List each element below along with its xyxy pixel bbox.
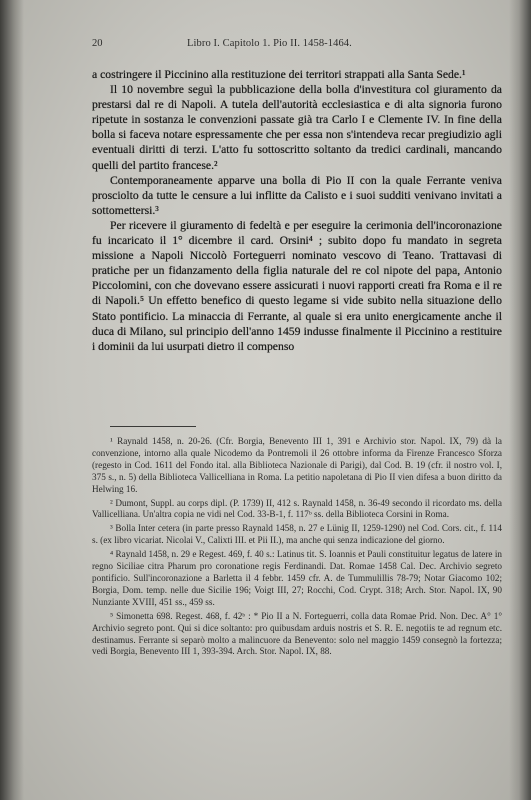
paragraph: a costringere il Piccinino alla restituzione dei territori strappati alla Santa Sede.¹: [92, 68, 466, 81]
paragraph: Contemporaneamente apparve una bolla di Pio II con la quale Ferrante veniva prosciolto da tutte le censure a lui inflitte da Calisto e i suoi sudditi venivano invitati a sottomettersi.³: [92, 173, 502, 217]
footnotes: [92, 436, 502, 660]
footnote: ³ Bolla Inter cetera (in parte presso Raynald 1458, n. 27 e Lünig II, 1259-1290) nel Cod. Cors. cit., f. 114 s. (ex libro vicariat. Nicolai V., Calixti III. et Pii II.), ma anche qui senza indicazione del giorno.: [92, 523, 502, 546]
footnote-separator: [110, 426, 196, 427]
footnote: ² Dumont, Suppl. au corps dipl. (P. 1739) II, 412 s. Raynald 1458, n. 36-49 secondo il ricordato ms. della Vallicelliana. Un'altra copia ne vidi nel Cod. 33-B-1, f. 117ᵇ ss. della Biblioteca Corsini in Roma.: [92, 497, 502, 520]
paragraph: Per ricevere il giuramento di fedeltà e per eseguire la cerimonia dell'incoronazione fu incaricato il 1° dicembre il card. Orsini⁴ ; subito dopo fu mandato in segreta missione a Napoli Niccolò Forteguerri nominato vescovo di Teano. Trattavasi di pratiche per un fidanzamento della figlia naturale del re col nipote del papa, Antonio Piccolomini, con che dovevano essere assicurati i nuovi rapporti creati fra Roma e il re di Napoli.⁵ Un effetto benefico di questo legame si vide subito nella situazione dello Stato pontificio. La minaccia di Ferrante, al quale si era unito energicamente anche il duca di Milano, sul principio dell'anno 1459 indusse finalmente il Piccinino a restituire i dominii da lui usurpati dietro il compenso: [92, 218, 502, 353]
running-title: Libro I. Capitolo 1. Pio II. 1458-1464.: [187, 38, 352, 49]
footnote: ¹ Raynald 1458, n. 20-26. (Cfr. Borgia, Benevento III 1, 391 e Archivio stor. Napol. IX, 79) dà la convenzione, intorno alla quale Nicodemo da Pontremoli il 26 ottobre informa da Firenze Francesco Sforza (regesto in Cod. 1611 del Fondo ital. alla Biblioteca Nazionale di Parigi), dal Cod. B. 19 (cfr. il nostro vol. I, 375 s., n. 5) della Biblioteca Vallicelliana in Roma. La petitio napoletana di Pio II vien difesa a buon diritto da Helwing 16.: [92, 436, 502, 494]
main-text: [92, 67, 502, 354]
footnote: ⁵ Simonetta 698. Regest. 468, f. 42ᵇ : * Pio II a N. Forteguerri, colla data Romae Prid. Non. Dec. A° 1° Archivio segreto pont. Qui si dice soltanto: pro quibusdam arduis nostris et S. R. E. negotiis te ad regnum etc. destinamus. Ferrante si separò molto a malincuore da Benevento: solo nel maggio 1459 consegnò la fortezza; vedi Borgia, Benevento III 1, 393-394. Arch. Stor. Napol. IX, 88.: [92, 610, 502, 657]
page-number: 20: [92, 38, 103, 49]
paragraph: Il 10 novembre seguì la pubblicazione della bolla d'investitura col giuramento da prestarsi dal re di Napoli. A tutela dell'autorità ecclesiastica e di alta signoria furono ripetute in sostanza le convenzioni passate già tra Carlo I e Clemente IV. In fine della bolla si faceva notare espressamente che per essa non s'intendeva recar pregiudizio agli eventuali diritti di terzi. L'atto fu sottoscritto soltanto da tredici cardinali, mancando quelli del partito francese.²: [92, 83, 502, 172]
footnote: ⁴ Raynald 1458, n. 29 e Regest. 469, f. 40 s.: Latinus tit. S. Ioannis et Pauli constituitur legatus de latere in regno Siciliae citra Pharum pro coronatione regis Ferdinandi. Dat. Romae 1458 Cal. Dec. Archivio segreto pontificio. Sull'incoronazione a Barletta il 4 febbr. 1459 cfr. A. de Tummulillis 78-79; Notar Giacomo 102; Borgia, Dom. temp. nelle due Sicilie 196; Voigt III, 27; Rocchi, Cod. Crypt. 318; Arch. Stor. Napol. IX, 90 Nunziante XVIII, 451 ss., 459 ss.: [92, 549, 502, 607]
